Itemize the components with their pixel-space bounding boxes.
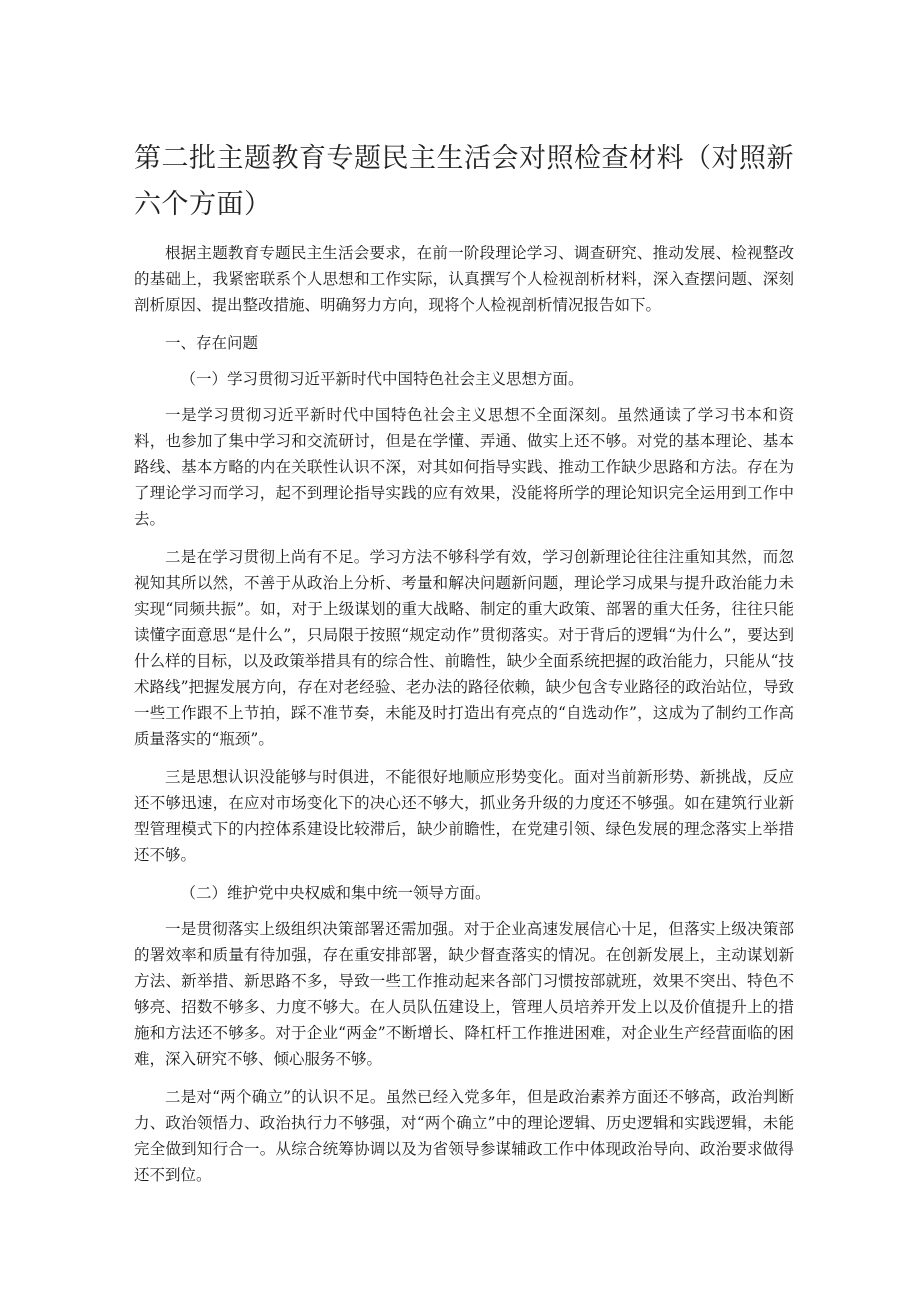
section-heading-problems: 一、存在问题 [165, 334, 259, 352]
paragraph-authority-1: 一是贯彻落实上级组织决策部署还需加强。对于企业高速发展信心十足，但落实上级决策部的署效率和质量有待加强，存在重安排部署，缺少督查落实的情况。在创新发展上，主动谋划新方法、新举措、新思路不多，导致一些工作推动起来各部门习惯按部就班，效果不突出、特色不够亮、招数不够多、力度不够大。在人员队伍建设上，管理人员培养开发上以及价值提升上的措施和方法还不够多。对于企业“两金”不断增长、降杠杆工作推进困难，对企业生产经营面临的困难，深入研究不够、倾心服务不够。 [134, 920, 794, 1068]
paragraph-study-3: 三是思想认识没能够与时俱进，不能很好地顺应形势变化。面对当前新形势、新挑战，反应还不够迅速，在应对市场变化下的决心还不够大，抓业务升级的力度还不够强。如在建筑行业新型管理模式下的内控体系建设比较滞后，缺少前瞻性，在党建引领、绿色发展的理念落实上举措还不够。 [134, 768, 794, 864]
paragraph-authority-2: 二是对“两个确立”的认识不足。虽然已经入党多年，但是政治素养方面还不够高，政治判断力、政治领悟力、政治执行力不够强，对“两个确立”中的理论逻辑、历史逻辑和实践逻辑，未能完全做到知行合一。从综合统筹协调以及为省领导参谋辅政工作中体现政治导向、政治要求做得还不到位。 [134, 1088, 794, 1184]
paragraph-study-1: 一是学习贯彻习近平新时代中国特色社会主义思想不全面深刻。虽然通读了学习书本和资料，也参加了集中学习和交流研讨，但是在学懂、弄通、做实上还不够。对党的基本理论、基本路线、基本方略的内在关联性认识不深，对其如何指导实践、推动工作缺少思路和方法。存在为了理论学习而学习，起不到理论指导实践的应有效果，没能将所学的理论知识完全运用到工作中去。 [134, 406, 794, 528]
document-title: 第二批主题教育专题民主生活会对照检查材料（对照新六个方面） [134, 143, 794, 220]
intro-paragraph: 根据主题教育专题民主生活会要求，在前一阶段理论学习、调查研究、推动发展、检视整改的基础上，我紧密联系个人思想和工作实际，认真撰写个人检视剖析材料，深入查摆问题、深刻剖析原因、提出整改措施、明确努力方向，现将个人检视剖析情况报告如下。 [134, 244, 794, 314]
subsection-heading-authority: （二）维护党中央权威和集中统一领导方面。 [180, 884, 491, 902]
paragraph-study-2: 二是在学习贯彻上尚有不足。学习方法不够科学有效，学习创新理论往往注重知其然，而忽视知其所以然，不善于从政治上分析、考量和解决问题新问题，理论学习成果与提升政治能力未实现“同频共振”。如，对于上级谋划的重大战略、制定的重大政策、部署的重大任务，往往只能读懂字面意思“是什么”，只局限于按照“规定动作”贯彻落实。对于背后的逻辑“为什么”，要达到什么样的目标，以及政策举措具有的综合性、前瞻性，缺少全面系统把握的政治能力，只能从“技术路线”把握发展方向，存在对老经验、老办法的路径依赖，缺少包含专业路径的政治站位，导致一些工作跟不上节拍，踩不准节奏，未能及时打造出有亮点的“自选动作”，这成为了制约工作高质量落实的“瓶颈”。 [134, 548, 794, 748]
subsection-heading-study: （一）学习贯彻习近平新时代中国特色社会主义思想方面。 [180, 370, 584, 388]
